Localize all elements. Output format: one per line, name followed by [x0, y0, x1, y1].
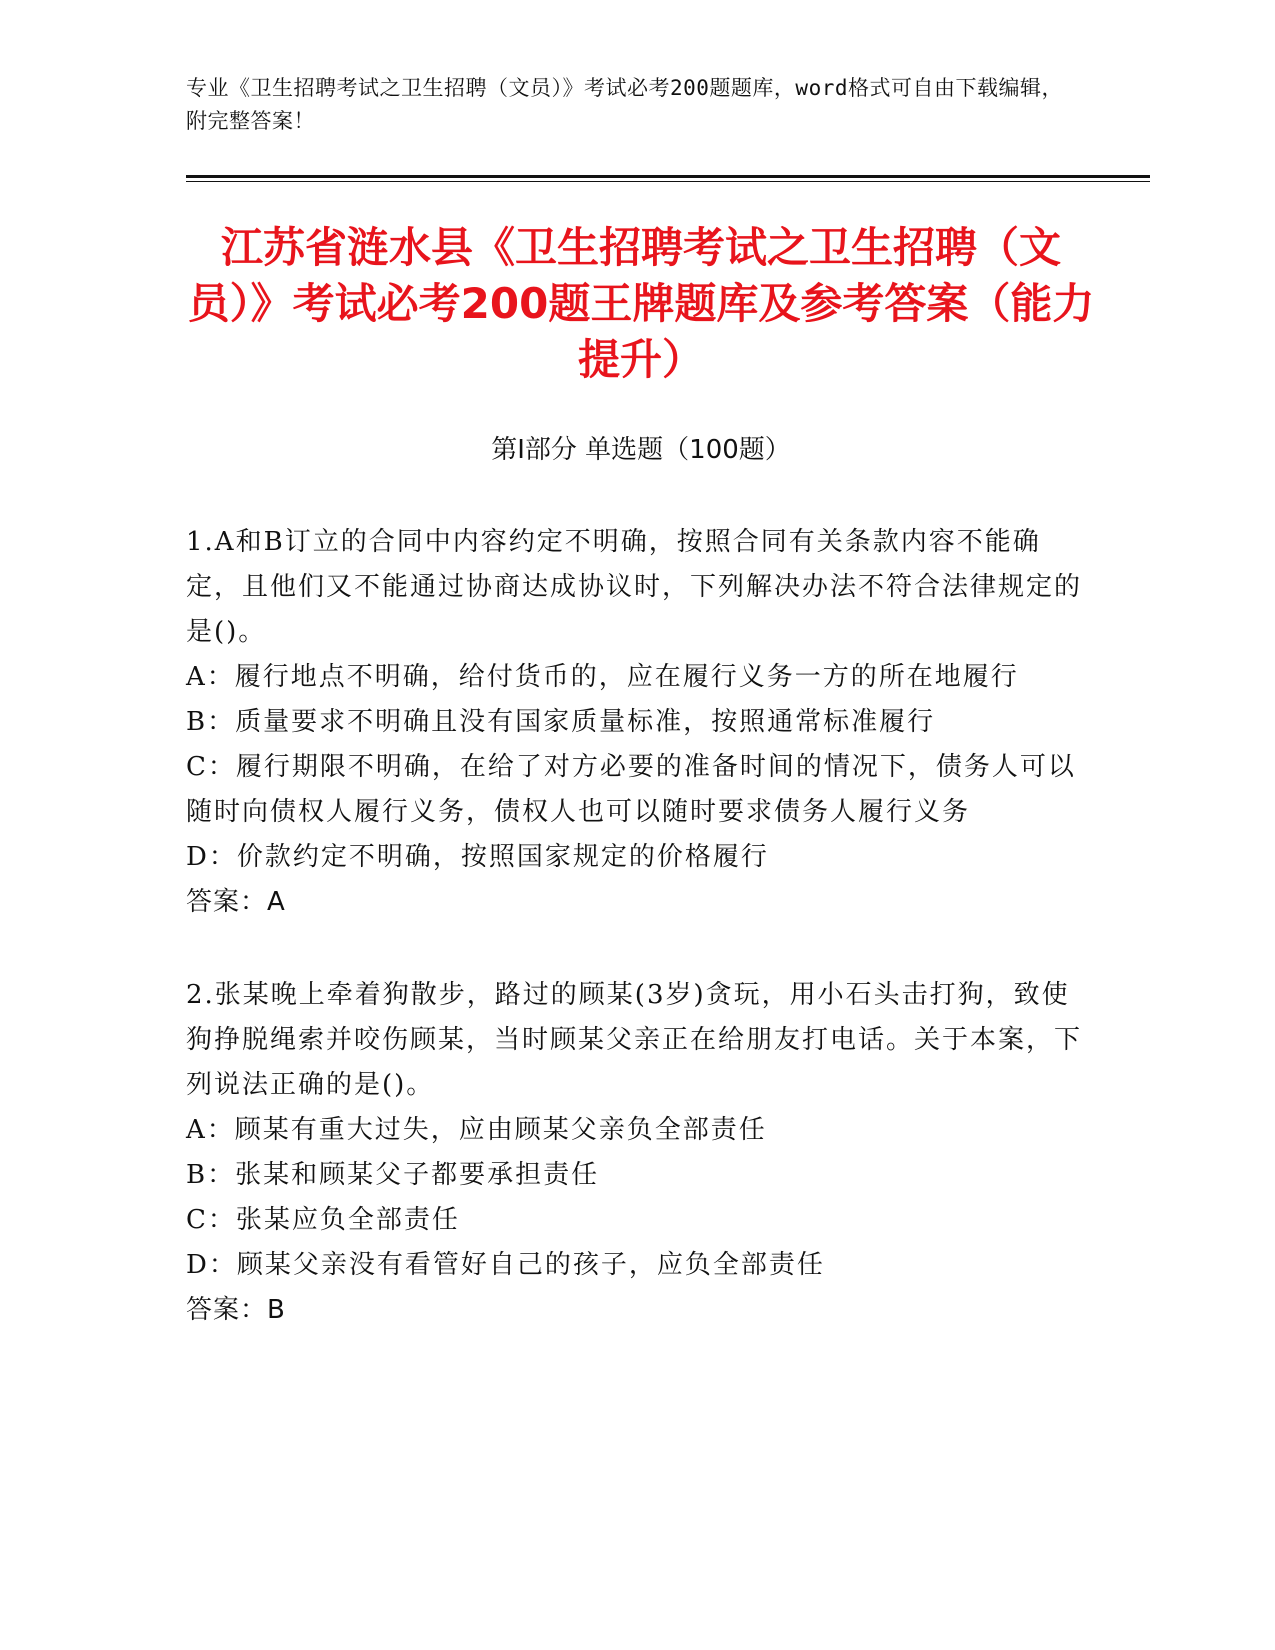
question-1 — [186, 520, 1086, 925]
header-divider-thick — [186, 175, 1150, 178]
section-heading: 第I部分 单选题（100题） — [491, 435, 791, 465]
option-d: D：价款约定不明确，按照国家规定的价格履行 — [186, 842, 769, 872]
option-c: C：履行期限不明确，在给了对方必要的准备时间的情况下，债务人可以随时向债权人履行义务，债权人也可以随时要求债务人履行义务 — [186, 752, 1076, 827]
document-title: 江苏省涟水县《卫生招聘考试之卫生招聘（文员）》考试必考200题王牌题库及参考答案（能力提升） — [187, 223, 1095, 384]
answer-line: 答案：B — [186, 1295, 286, 1325]
header-note: 专业《卫生招聘考试之卫生招聘（文员）》考试必考200题题库，word格式可自由下载编辑，附完整答案！ — [186, 76, 1063, 133]
option-a: A：顾某有重大过失，应由顾某父亲负全部责任 — [186, 1115, 767, 1145]
question-2 — [186, 973, 1086, 1333]
option-d: D：顾某父亲没有看管好自己的孩子，应负全部责任 — [186, 1250, 825, 1280]
question-stem: 2.张某晚上牵着狗散步，路过的顾某(3岁)贪玩，用小石头击打狗，致使狗挣脱绳索并咬伤顾某，当时顾某父亲正在给朋友打电话。关于本案，下列说法正确的是()。 — [186, 980, 1083, 1100]
option-c: C：张某应负全部责任 — [186, 1205, 460, 1235]
header-divider-thin — [186, 181, 1150, 182]
option-b: B：张某和顾某父子都要承担责任 — [186, 1160, 600, 1190]
option-a: A：履行地点不明确，给付货币的，应在履行义务一方的所在地履行 — [186, 662, 1019, 692]
option-b: B：质量要求不明确且没有国家质量标准，按照通常标准履行 — [186, 707, 936, 737]
question-stem: 1.A和B订立的合同中内容约定不明确，按照合同有关条款内容不能确定，且他们又不能通过协商达成协议时，下列解决办法不符合法律规定的是()。 — [186, 527, 1083, 647]
answer-line: 答案：A — [186, 887, 286, 917]
